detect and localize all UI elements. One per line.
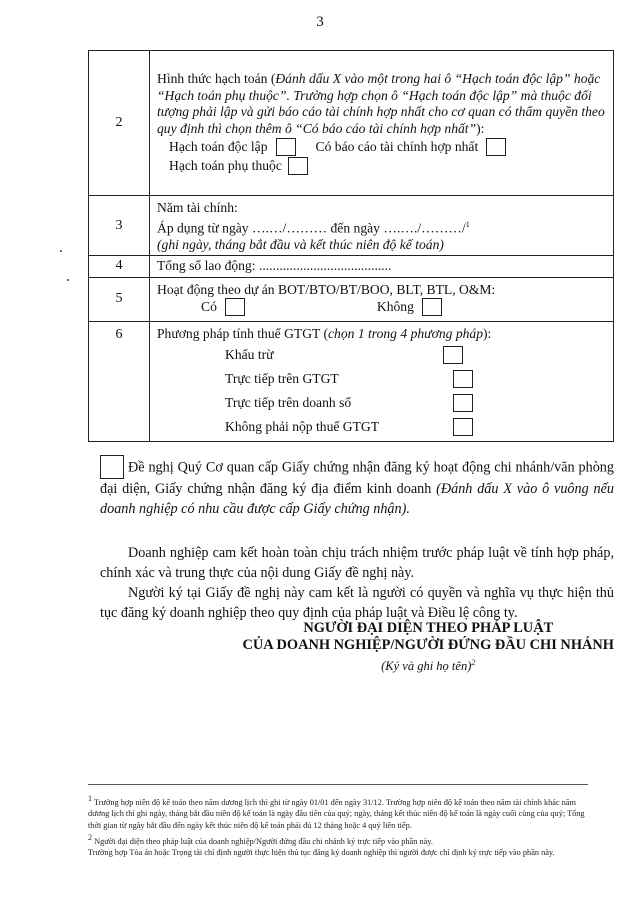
footnote-mark: 1: [88, 794, 92, 803]
scan-speck: [67, 279, 69, 281]
accounting-form-instructions: [157, 55, 607, 137]
fiscal-year-period: [157, 217, 607, 237]
option-consolidated-label: Có báo cáo tài chính hợp nhất: [315, 138, 479, 154]
vat-method-label-end: ):: [483, 325, 492, 341]
no-label: Không: [376, 298, 414, 314]
signature-instruction-text: (Ký và ghi họ tên): [381, 659, 472, 674]
table-row: [89, 196, 614, 256]
certificate-request-note: (Đánh dấu X vào ô vuông nếu doanh nghiệp có nhu cầu được cấp Giấy chứng nhận).: [100, 481, 615, 517]
row-number: 3: [89, 196, 150, 256]
page-number: 3: [316, 14, 324, 30]
option-independent-label: Hạch toán độc lập: [169, 138, 268, 154]
certificate-request-text: Đề nghị Quý Cơ quan cấp Giấy chứng nhận đăng ký hoạt động chi nhánh/văn phòng đại diện, Giấy chứng nhận đăng ký địa điểm kinh doanh: [100, 459, 614, 497]
vat-method-note: chọn 1 trong 4 phương pháp: [328, 325, 484, 341]
row-number: 5: [89, 277, 150, 321]
accounting-form-label: Hình thức hạch toán (: [157, 71, 276, 86]
table-row: [89, 256, 614, 278]
registration-form-table: [88, 50, 614, 442]
fiscal-year-cell: [150, 196, 614, 256]
footnote-2-text: Người đại diện theo pháp luật của doanh nghiệp/Người đứng đầu chi nhánh ký trực tiếp vào phần này.: [94, 836, 433, 846]
accounting-form-cell: [150, 51, 614, 196]
vat-method-cell: [150, 321, 614, 442]
footnote-1: [88, 793, 588, 832]
table-row: [89, 277, 614, 321]
row-number: 6: [89, 321, 150, 442]
signature-block: [243, 620, 615, 675]
vat-method-title: [157, 326, 607, 343]
signer-commitment-paragraph: Người ký tại Giấy đề nghị này cam kết là người có quyền và nghĩa vụ thực hiện thủ tục đăng ký doanh nghiệp theo quy định của pháp luật và Điều lệ công ty.: [100, 585, 614, 621]
fiscal-year-note: (ghi ngày, tháng bắt đầu và kết thúc niên độ kế toán): [157, 236, 444, 252]
footnote-2: [88, 832, 588, 847]
footnote-3: Trường hợp Tòa án hoặc Trọng tài chỉ định người thực hiện thủ tục đăng ký doanh nghiệp thì người được chỉ định ký trực tiếp vào phần này.: [88, 847, 555, 857]
method-direct-vat-checkbox[interactable]: [453, 370, 473, 388]
footnote-1-text: Trường hợp niên độ kế toán theo năm dương lịch thì ghi từ ngày 01/01 đến ngày 31/12. Trường hợp niên độ kế toán theo năm tài chính khác năm dương lịch thì ghi ngày, tháng bắt đầu niên độ kế toán là ngày đầu tiên của quý; ngày, tháng kết thúc niên độ kế toán là ngày cuối cùng của quý; Tổng thời gian từ ngày bắt đầu đến ngày kết thúc niên độ kế toán phải đủ 12 tháng hoặc 4 quý liên tiếp.: [88, 797, 585, 830]
scan-speck: [60, 250, 62, 252]
option-dependent-label: Hạch toán phụ thuộc: [169, 157, 282, 173]
fiscal-year-title: Năm tài chính:: [157, 200, 238, 215]
table-row: [89, 321, 614, 442]
consolidated-report-checkbox[interactable]: [486, 138, 506, 156]
method-deduction-checkbox[interactable]: [443, 346, 463, 364]
independent-accounting-checkbox[interactable]: [276, 138, 296, 156]
footnotes: [88, 784, 588, 859]
row-number: 2: [89, 51, 150, 196]
method-direct-revenue-checkbox[interactable]: [453, 394, 473, 412]
footnote-ref: 1: [465, 219, 470, 229]
footnote-mark: 2: [88, 832, 92, 842]
table-row: [89, 51, 614, 196]
total-employees-field: Tổng số lao động: .......................................: [150, 256, 614, 278]
accounting-form-note: Đánh dấu X vào một trong hai ô “Hạch toán độc lập” hoặc “Hạch toán phụ thuộc”. Trường hợp chọn ô “Hạch toán độc lập” mà thuộc đối tượng phải lập và gửi báo cáo tài chính hợp nhất cho cơ quan có thẩm quyền theo quy định thì chọn thêm ô “Có báo cáo tài chính hợp nhất”: [157, 71, 605, 136]
bot-project-title: Hoạt động theo dự án BOT/BTO/BT/BOO, BLT, BTL, O&M:: [157, 281, 496, 297]
signature-title-line2: CỦA DOANH NGHIỆP/NGƯỜI ĐỨNG ĐẦU CHI NHÁNH: [242, 637, 614, 653]
method-exempt-checkbox[interactable]: [453, 418, 473, 436]
vat-method-label: Phương pháp tính thuế GTGT (: [157, 325, 328, 341]
certificate-request-checkbox[interactable]: [100, 455, 124, 479]
fiscal-year-dates: Áp dụng từ ngày ….…/……… đến ngày ….…./………/: [157, 220, 466, 236]
signature-instruction: [243, 654, 615, 675]
method-direct-revenue-label: Trực tiếp trên doanh số: [225, 394, 352, 410]
method-exempt-label: Không phải nộp thuế GTGT: [225, 418, 380, 434]
method-deduction-label: Khấu trừ: [225, 346, 274, 362]
bot-project-cell: [150, 277, 614, 321]
accounting-form-label-end: ):: [476, 120, 485, 136]
certificate-request: [100, 456, 614, 519]
signature-title-line1: NGƯỜI ĐẠI DIỆN THEO PHÁP LUẬT: [303, 620, 554, 636]
method-direct-vat-label: Trực tiếp trên GTGT: [225, 370, 339, 386]
bot-no-checkbox[interactable]: [422, 298, 442, 316]
yes-label: Có: [201, 298, 217, 314]
commitment-paragraph: Doanh nghiệp cam kết hoàn toàn chịu trách nhiệm trước pháp luật về tính hợp pháp, chính xác và trung thực của nội dung Giấy đề nghị này.: [100, 545, 614, 581]
footnote-ref: 2: [471, 658, 476, 667]
bot-yes-checkbox[interactable]: [225, 298, 245, 316]
dependent-accounting-checkbox[interactable]: [288, 157, 308, 175]
row-number: 4: [89, 256, 150, 278]
